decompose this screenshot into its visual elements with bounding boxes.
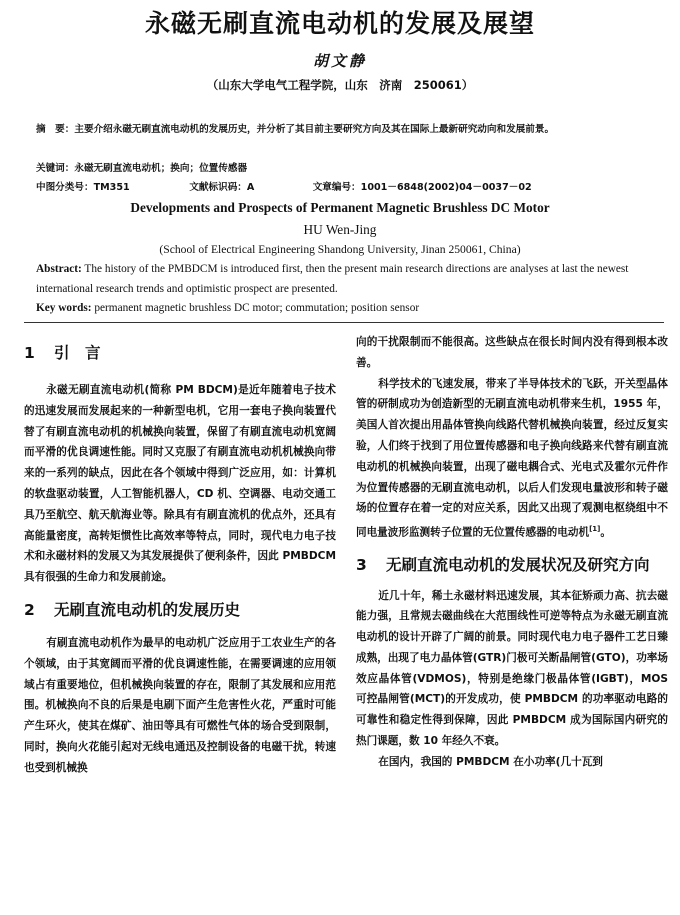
left-column <box>24 332 336 779</box>
section-3-title: 无刷直流电动机的发展状况及研究方向 <box>386 555 650 574</box>
section-2-heading <box>24 597 336 623</box>
english-keywords <box>36 298 656 318</box>
section-3-heading <box>356 552 668 578</box>
clc-label: 中图分类号： <box>36 182 94 193</box>
keywords-text: 永磁无刷直流电动机；换向；位置传感器 <box>74 163 248 174</box>
paper-title: 永磁无刷直流电动机的发展及展望 <box>144 9 535 38</box>
english-abstract <box>36 259 656 299</box>
section-3-number: 3 <box>356 555 367 574</box>
keywords-label: 关键词： <box>36 163 75 174</box>
english-author: HU Wen-Jing <box>303 222 377 237</box>
section-2-title: 无刷直流电动机的发展历史 <box>54 600 241 619</box>
section-3-paragraph-2: 在国内，我国的 PMBDCM 在小功率(几十瓦到 <box>378 755 603 768</box>
abstract-text: 主要介绍永磁无刷直流电动机的发展历史，并分析了其目前主要研究方向及其在国际上最新研究动向和发展前景。 <box>74 124 555 135</box>
section-2-paragraph-1: 有刷直流电动机作为最早的电动机广泛应用于工农业生产的各个领域，由于其宽阔而平滑的优良调速性能，在需要调速的应用领域占有重要地位，但机械换向装置的存在，限制了其发展和应用范围。机械换向不良的后果是电刷下面产生危害性火花，严重时可能产生环火，使其在煤矿、油田等具有可燃性气体的场合受到限制，同时，换向火花能引起对无线电通迅及控制设备的电磁干扰，转速也受到机械换 <box>24 636 336 774</box>
english-title: Developments and Prospects of Permanent Magnetic Brushless DC Motor <box>130 200 550 215</box>
section-1-paragraph: 永磁无刷直流电动机(简称 PM BDCM)是近年随着电子技术的迅速发展而发展起来的一种新型电机，它用一套电子换向装置代替了有刷直流电动机的机械换向装置，保留了有刷直流电动机宽阔而平滑的优良调速性能。同时又克服了有刷直流电动机机械换向带来的一系列的缺点，因此在各个领域中得到广泛应用，如：计算机的软盘驱动装置，人工智能机器人，CD 机、空调器、电动交通工具乃至航空、航天航海业等。除具有有刷直流机的优点外，还具有高能量密度，高转矩惯性比高效率等特点，同时，现代电力电子技术和永磁材料的发展又为其发展提供了便利条件，因此 PMBDCM 具有很强的生命力和发展前途。 <box>24 384 336 584</box>
article-number-value: 1001－6848(2002)04－0037－02 <box>360 182 532 193</box>
classification-line <box>36 178 656 197</box>
section-2-paragraph-2-text: 科学技术的飞速发展，带来了半导体技术的飞跃，开关型晶体管的研制成功为创造新型的无刷直流电动机带来生机，1955 年，美国人首次提出用晶体管换向线路代替机械换向装置，经过反复实验，人们终于找到了用位置传感器和电子换向线路来代替有刷直流电动机的机械换向装置，出现了磁电耦合式、光电式及霍尔元件作为位置传感器的无刷直流电动机，以后人们发现电量波形和转子磁场的位置存在着一定的对应关系，因此又出现了观测电枢绕组中不同电量波形监测转子位置的无位置传感器的电动机 <box>356 377 668 539</box>
section-2-paragraph-1-continued: 向的干扰限制而不能很高。这些缺点在很长时间内没有得到根本改善。 <box>356 336 668 369</box>
section-2-number: 2 <box>24 600 35 619</box>
english-keywords-text: permanent magnetic brushless DC motor; commutation; position sensor <box>91 302 420 314</box>
author-name: 胡文静 <box>312 52 367 70</box>
doc-code-value: A <box>246 182 255 193</box>
section-1-title: 引 言 <box>54 344 101 362</box>
english-abstract-label: Abstract: <box>36 263 82 275</box>
doc-code <box>189 178 309 197</box>
citation-ref: [1] <box>589 525 601 534</box>
section-1-number: 1 <box>24 344 35 362</box>
article-number <box>313 178 532 197</box>
chinese-abstract <box>36 120 656 139</box>
english-keywords-label: Key words: <box>36 302 92 314</box>
english-abstract-text: The history of the PMBDCM is introduced first, then the present main research directions are analyses at last the newest international research trends and optimistic prospect are presented. <box>36 263 629 295</box>
author-affiliation: （山东大学电气工程学院，山东 济南 250061） <box>206 78 474 92</box>
section-2-paragraph-2-end: 。 <box>600 526 611 539</box>
right-column <box>356 332 668 773</box>
abstract-label: 摘 要： <box>36 124 75 135</box>
clc-value: TM351 <box>93 182 130 193</box>
section-2-paragraph-2 <box>356 374 668 544</box>
article-number-label: 文章编号： <box>312 182 361 193</box>
section-divider <box>24 322 664 323</box>
section-3-paragraph-1: 近几十年，稀土永磁材料迅速发展，其本征矫顽力高、抗去磁能力强，且常规去磁曲线在大范围线性可逆等特点为永磁无刷直流电动机的设计开辟了广阔的前景。同时现代电力电子器件工艺日臻成熟，出现了电力晶体管(GTR)门极可关断晶闸管(GTO)，功率场效应晶体管(VDMOS)，特别是绝缘门极晶体管(IGBT)，MOS 可控晶闸管(MCT)的开发成功，使 PMBDCM 的功率驱动电路的可靠性和稳定性得到保障，因此 PMBDCM 成为国际国内研究的热门课题，数 10 年经久不衰。 <box>356 589 668 748</box>
clc-number <box>36 178 186 197</box>
doc-code-label: 文献标识码： <box>189 182 247 193</box>
section-1-heading <box>24 340 336 366</box>
english-affiliation: (School of Electrical Engineering Shandong University, Jinan 250061, China) <box>159 243 521 256</box>
chinese-keywords <box>36 159 656 178</box>
